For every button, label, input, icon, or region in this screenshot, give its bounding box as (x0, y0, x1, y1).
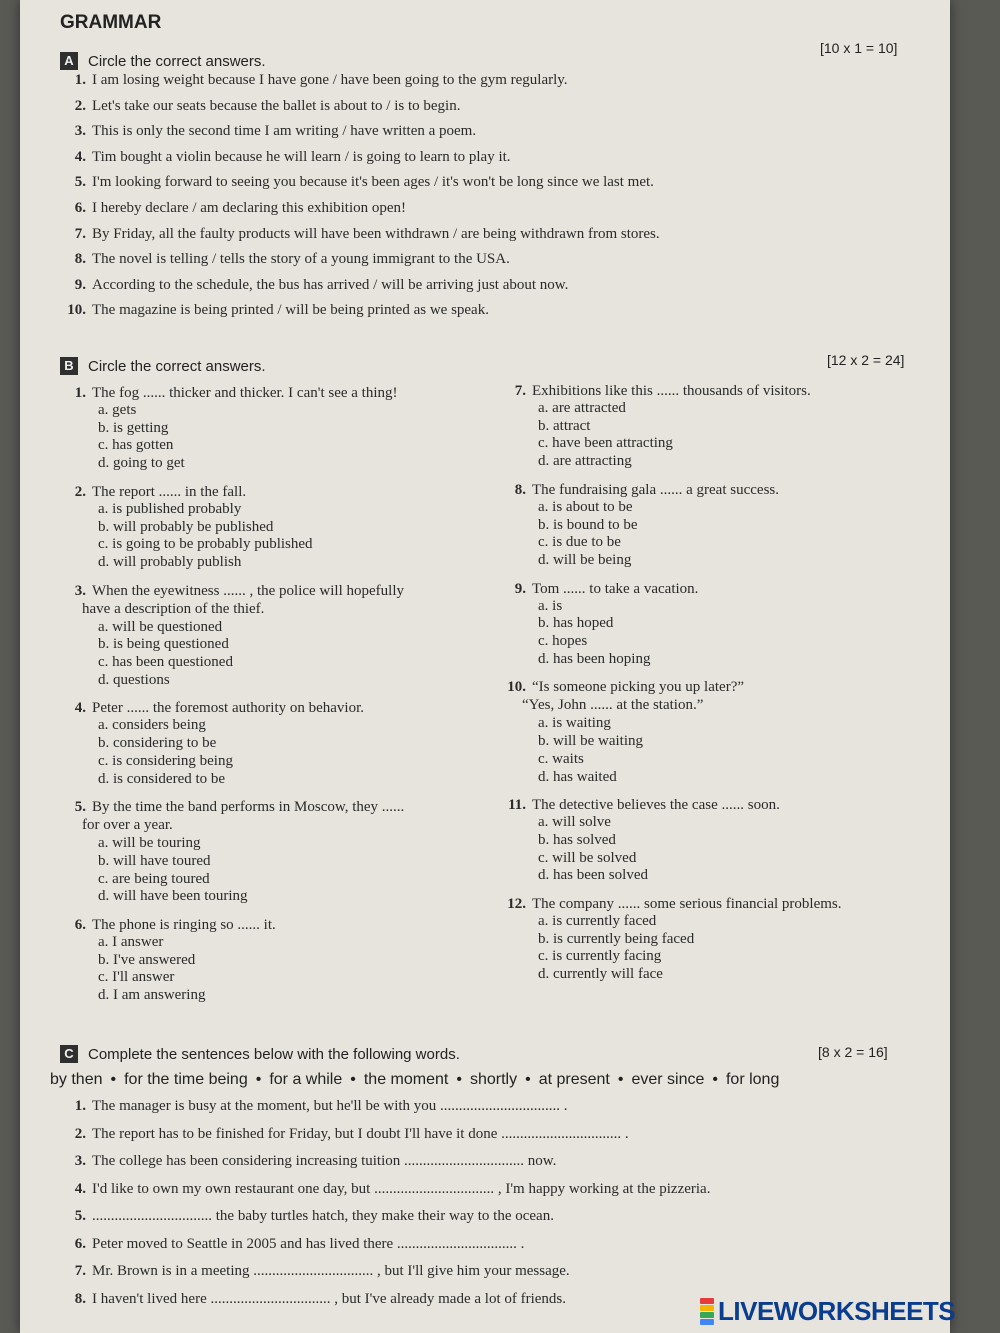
question-number: 8. (514, 481, 526, 498)
section-a-instruction: Circle the correct answers. (88, 52, 266, 70)
question (60, 483, 480, 572)
question-text-continued: for over a year. (82, 817, 173, 834)
word-bank-item: at present (538, 1071, 610, 1088)
answer-option[interactable]: b. will be waiting (538, 733, 643, 750)
question-stem (500, 580, 920, 598)
answer-option[interactable]: b. will have toured (98, 852, 211, 869)
item-number: 5. (74, 174, 86, 191)
question-text: Peter ...... the foremost authority on behavior. (92, 700, 365, 717)
answer-option[interactable]: d. are attracting (538, 453, 632, 470)
section-a-header (60, 50, 266, 72)
item-number: 9. (74, 276, 86, 293)
question-stem (60, 582, 480, 600)
item-text: Tim bought a violin because he will learn / is going to learn to play it. (92, 148, 511, 165)
list-item (60, 251, 920, 277)
question-text-continued: “Yes, John ...... at the station.” (522, 697, 704, 714)
question-stem (60, 483, 480, 501)
question-number: 4. (74, 700, 86, 717)
answer-option[interactable]: d. I am answering (98, 987, 206, 1004)
word-bank (50, 1071, 779, 1089)
question-text: The detective believes the case ...... soon. (532, 797, 780, 814)
answer-option[interactable]: b. is currently being faced (538, 930, 695, 947)
item-number: 7. (74, 225, 86, 242)
answer-option[interactable]: a. is about to be (538, 498, 633, 515)
question (500, 580, 920, 669)
answer-option[interactable]: c. is due to be (538, 534, 621, 551)
logo-mark-icon (700, 1297, 714, 1325)
item-text[interactable]: Peter moved to Seattle in 2005 and has lived there ................................ . (92, 1235, 525, 1252)
question-number: 7. (514, 383, 526, 399)
list-item (60, 200, 920, 226)
question-number: 3. (74, 582, 86, 599)
section-b-left-column (60, 384, 480, 1015)
answer-option[interactable]: a. will be touring (98, 835, 201, 852)
answer-option[interactable]: b. I've answered (98, 951, 196, 968)
answer-option[interactable]: c. will be solved (538, 849, 637, 866)
answer-option[interactable]: a. will be questioned (98, 618, 223, 635)
section-c-instruction: Complete the sentences below with the following words. (88, 1045, 460, 1063)
answer-option[interactable]: d. is considered to be (98, 770, 226, 787)
answer-option[interactable]: a. is (538, 597, 563, 614)
question-number: 2. (74, 483, 86, 500)
bullet-separator: • (255, 1071, 262, 1088)
answer-option[interactable]: d. currently will face (538, 966, 663, 983)
item-text: According to the schedule, the bus has arrived / will be arriving just about now. (92, 276, 569, 293)
liveworksheets-logo (700, 1296, 955, 1326)
question-stem (60, 798, 480, 816)
item-text: I hereby declare / am declaring this exhibition open! (92, 199, 407, 216)
item-number: 8. (74, 251, 86, 268)
answer-option[interactable]: c. I'll answer (98, 969, 175, 986)
question-text: By the time the band performs in Moscow, they ...... (92, 799, 405, 816)
answer-option[interactable]: d. will be being (538, 551, 632, 568)
word-bank-item: by then (50, 1071, 103, 1088)
question-number: 10. (507, 679, 526, 696)
question-number: 1. (74, 385, 86, 401)
answer-option[interactable]: c. are being toured (98, 870, 210, 887)
item-text[interactable]: Mr. Brown is in a meeting ................................ , but I'll give him your message. (92, 1263, 570, 1279)
item-text[interactable]: ................................ the baby turtles hatch, they make their way to the ocean. (92, 1208, 554, 1224)
answer-option[interactable]: d. has been solved (538, 867, 648, 884)
question (60, 582, 480, 690)
question-text: “Is someone picking you up later?” (532, 679, 745, 696)
item-text[interactable]: The report has to be finished for Friday, but I doubt I'll have it done ................................ . (92, 1125, 629, 1142)
section-b-instruction: Circle the correct answers. (88, 357, 266, 375)
item-number: 4. (74, 1180, 86, 1197)
question (500, 481, 920, 570)
item-number: 3. (74, 1153, 86, 1169)
page-title: GRAMMAR (60, 12, 162, 33)
bullet-separator: • (617, 1071, 624, 1088)
question-stem (60, 699, 480, 717)
section-c-list (60, 1098, 920, 1318)
answer-option[interactable]: d. has been hoping (538, 650, 651, 667)
question-stem (60, 384, 480, 402)
item-number: 1. (74, 72, 86, 88)
answer-option[interactable]: a. is waiting (538, 715, 611, 732)
answer-option[interactable]: c. hopes (538, 633, 588, 650)
logo-text: LIVEWORKSHEETS (718, 1295, 956, 1326)
bullet-separator: • (456, 1071, 462, 1088)
answer-option[interactable]: d. questions (98, 671, 170, 688)
section-c-score: [8 x 2 = 16] (818, 1044, 888, 1060)
question-number: 6. (74, 917, 86, 934)
question-stem (500, 895, 920, 913)
question (500, 895, 920, 984)
answer-option[interactable]: c. has been questioned (98, 654, 233, 671)
question (60, 384, 480, 473)
question (500, 678, 920, 786)
list-item (60, 1236, 920, 1264)
question-text: The fog ...... thicker and thicker. I can't see a thing! (92, 385, 398, 401)
item-number: 4. (74, 148, 86, 165)
question-text: The fundraising gala ...... a great success. (532, 481, 779, 498)
item-text: I'm looking forward to seeing you because it's been ages / it's won't be long since we last met. (92, 174, 654, 191)
question (500, 382, 920, 471)
answer-option[interactable]: b. is getting (98, 419, 169, 436)
word-bank-item: for a while (269, 1071, 343, 1088)
answer-option[interactable]: c. is considering being (98, 752, 233, 769)
answer-option[interactable]: b. will probably be published (98, 518, 274, 535)
word-bank-item: for long (725, 1071, 780, 1088)
question (500, 796, 920, 885)
answer-option[interactable]: d. going to get (98, 455, 185, 472)
item-number: 6. (74, 199, 86, 216)
question-text: When the eyewitness ...... , the police will hopefully (92, 582, 405, 599)
list-item (60, 72, 920, 98)
answer-option[interactable]: b. attract (538, 417, 591, 434)
item-number: 1. (74, 1098, 86, 1114)
word-bank-item: shortly (469, 1071, 518, 1088)
question-number: 11. (508, 797, 526, 814)
list-item (60, 226, 920, 252)
bullet-separator: • (350, 1071, 356, 1088)
item-number: 7. (74, 1263, 86, 1279)
list-item (60, 1098, 920, 1126)
item-number: 2. (74, 1125, 86, 1142)
answer-option[interactable]: a. is published probably (98, 500, 242, 517)
list-item (60, 1153, 920, 1181)
answer-option[interactable]: c. has gotten (98, 437, 174, 454)
answer-option[interactable]: a. will solve (538, 814, 611, 831)
bullet-separator: • (110, 1071, 117, 1088)
list-item (60, 149, 920, 175)
answer-option[interactable]: d. will probably publish (98, 553, 242, 570)
answer-option[interactable]: a. gets (98, 402, 137, 418)
list-item (60, 174, 920, 200)
section-a-score: [10 x 1 = 10] (820, 40, 898, 56)
bullet-separator: • (525, 1071, 531, 1088)
question-text: The company ...... some serious financial problems. (532, 896, 842, 913)
answer-option[interactable]: c. is going to be probably published (98, 536, 313, 553)
section-a-badge: A (60, 52, 78, 70)
item-number: 3. (74, 123, 86, 140)
question-text-continued: have a description of the thief. (82, 600, 265, 617)
item-number: 2. (74, 97, 86, 114)
answer-option[interactable]: d. will have been touring (98, 888, 248, 905)
item-number: 5. (74, 1208, 86, 1224)
answer-option[interactable]: a. is currently faced (538, 913, 657, 930)
answer-option[interactable]: a. are attracted (538, 400, 626, 416)
section-b-badge: B (60, 357, 78, 375)
question (60, 798, 480, 906)
item-number: 8. (74, 1290, 86, 1307)
question-number: 12. (507, 896, 526, 913)
word-bank-item: for the time being (124, 1071, 248, 1088)
question-stem (500, 481, 920, 499)
bullet-separator: • (712, 1071, 718, 1088)
list-item (60, 1263, 920, 1291)
question (60, 916, 480, 1005)
answer-option[interactable]: c. is currently facing (538, 948, 662, 965)
list-item (60, 98, 920, 124)
answer-option[interactable]: c. have been attracting (538, 435, 673, 452)
section-b-score: [12 x 2 = 24] (827, 352, 905, 368)
section-c-badge: C (60, 1045, 78, 1063)
section-b-right-column (500, 382, 920, 994)
question-stem (60, 916, 480, 934)
list-item (60, 1208, 920, 1236)
question-stem (500, 796, 920, 814)
answer-option[interactable]: b. considering to be (98, 735, 217, 752)
list-item (60, 277, 920, 303)
answer-option[interactable]: d. has waited (538, 768, 617, 785)
question-text: The report ...... in the fall. (92, 483, 247, 500)
word-bank-item: the moment (363, 1071, 449, 1088)
item-text[interactable]: I'd like to own my own restaurant one day, but ................................ , I'm happy working at the pizzeria. (92, 1180, 711, 1197)
question-number: 5. (74, 799, 86, 816)
question-stem (500, 382, 920, 400)
worksheet-page (20, 0, 950, 1333)
section-b-header (60, 355, 266, 377)
item-text: Let's take our seats because the ballet is about to / is to begin. (92, 97, 461, 114)
answer-option[interactable]: b. is bound to be (538, 516, 638, 533)
section-a-list (60, 72, 920, 328)
list-item (60, 123, 920, 149)
item-text: By Friday, all the faulty products will have been withdrawn / are being withdrawn from stores. (92, 225, 660, 242)
item-text: The magazine is being printed / will be being printed as we speak. (92, 302, 489, 319)
item-text: I am losing weight because I have gone / have been going to the gym regularly. (92, 72, 568, 88)
item-number: 6. (74, 1235, 86, 1252)
answer-option[interactable]: b. is being questioned (98, 636, 229, 653)
list-item (60, 302, 920, 328)
question-text: Tom ...... to take a vacation. (532, 580, 699, 597)
item-text: This is only the second time I am writing / have written a poem. (92, 123, 477, 140)
answer-option[interactable]: a. considers being (98, 717, 206, 734)
word-bank-item: ever since (631, 1071, 705, 1088)
item-text[interactable]: The college has been considering increasing tuition ................................ now. (92, 1153, 557, 1169)
section-c-header (60, 1043, 460, 1065)
item-number: 10. (67, 302, 86, 319)
item-text: The novel is telling / tells the story of a young immigrant to the USA. (92, 251, 510, 268)
question-text: The phone is ringing so ...... it. (92, 917, 276, 934)
answer-option[interactable]: b. has solved (538, 831, 616, 848)
question (60, 699, 480, 788)
question-text: Exhibitions like this ...... thousands of visitors. (532, 383, 811, 399)
answer-option[interactable]: b. has hoped (538, 615, 614, 632)
list-item (60, 1181, 920, 1209)
item-text[interactable]: I haven't lived here ................................ , but I've already made a lot of friends. (92, 1290, 567, 1307)
answer-option[interactable]: c. waits (538, 750, 584, 767)
question-stem (500, 678, 920, 696)
list-item (60, 1126, 920, 1154)
answer-option[interactable]: a. I answer (98, 934, 164, 951)
question-number: 9. (514, 580, 526, 597)
item-text[interactable]: The manager is busy at the moment, but he'll be with you ................................ . (92, 1098, 568, 1114)
